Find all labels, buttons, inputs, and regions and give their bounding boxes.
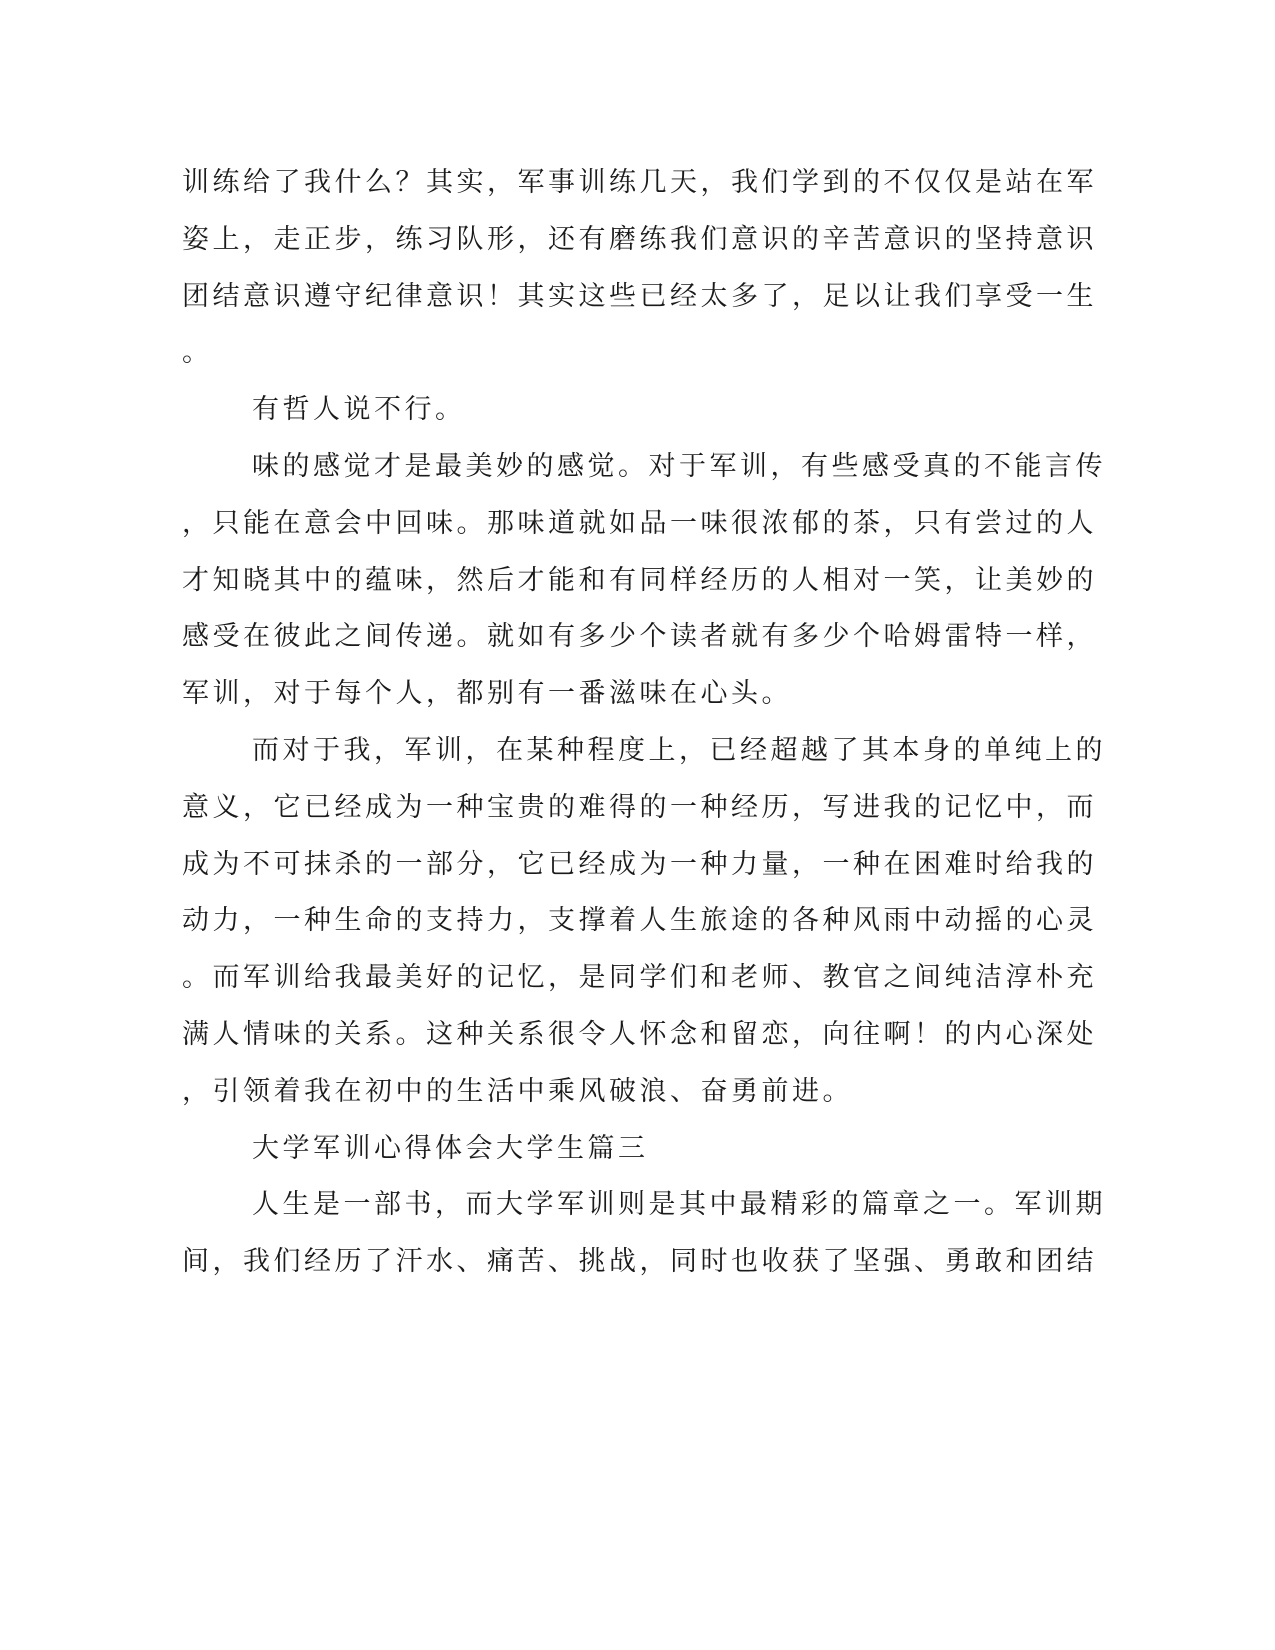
paragraph-first-line: 味的感觉才是最美妙的感觉。对于军训，有些感受真的不能言传 xyxy=(252,450,1106,482)
text-line: 军训，对于每个人，都别有一番滋味在心头。 xyxy=(182,678,792,710)
paragraph-first-line: 有哲人说不行。 xyxy=(252,394,466,426)
paragraph-first-line: 而对于我，军训，在某种程度上，已经超越了其本身的单纯上的 xyxy=(252,734,1106,766)
text-line: 意义，它已经成为一种宝贵的难得的一种经历，写进我的记忆中，而 xyxy=(182,791,1097,823)
paragraph-first-line: 人生是一部书，而大学军训则是其中最精彩的篇章之一。军训期 xyxy=(252,1189,1106,1221)
text-line: 训练给了我什么？其实，军事训练几天，我们学到的不仅仅是站在军 xyxy=(182,167,1097,198)
text-line: 。而军训给我最美好的记忆，是同学们和老师、教官之间纯洁淳朴充 xyxy=(182,962,1097,994)
text-line: ，只能在意会中回味。那味道就如品一味很浓郁的茶，只有尝过的人 xyxy=(182,507,1097,539)
text-line: 感受在彼此之间传递。就如有多少个读者就有多少个哈姆雷特一样， xyxy=(182,621,1097,653)
document-body xyxy=(182,155,1106,1291)
section-heading: 大学军训心得体会大学生篇三 xyxy=(252,1132,649,1164)
text-line: 才知晓其中的蕴味，然后才能和有同样经历的人相对一笑，让美妙的 xyxy=(182,564,1097,596)
text-line: 间，我们经历了汗水、痛苦、挑战，同时也收获了坚强、勇敢和团结 xyxy=(182,1246,1097,1278)
text-line: 姿上，走正步，练习队形，还有磨练我们意识的辛苦意识的坚持意识 xyxy=(182,223,1097,255)
text-line: 。 xyxy=(182,337,213,369)
text-line: 动力，一种生命的支持力，支撑着人生旅途的各种风雨中动摇的心灵 xyxy=(182,905,1097,937)
text-line: 满人情味的关系。这种关系很令人怀念和留恋，向往啊！的内心深处 xyxy=(182,1018,1097,1050)
text-line: 成为不可抹杀的一部分，它已经成为一种力量，一种在困难时给我的 xyxy=(182,848,1097,880)
text-line: ，引领着我在初中的生活中乘风破浪、奋勇前进。 xyxy=(182,1075,853,1107)
text-line: 团结意识遵守纪律意识！其实这些已经太多了，足以让我们享受一生 xyxy=(182,280,1097,312)
